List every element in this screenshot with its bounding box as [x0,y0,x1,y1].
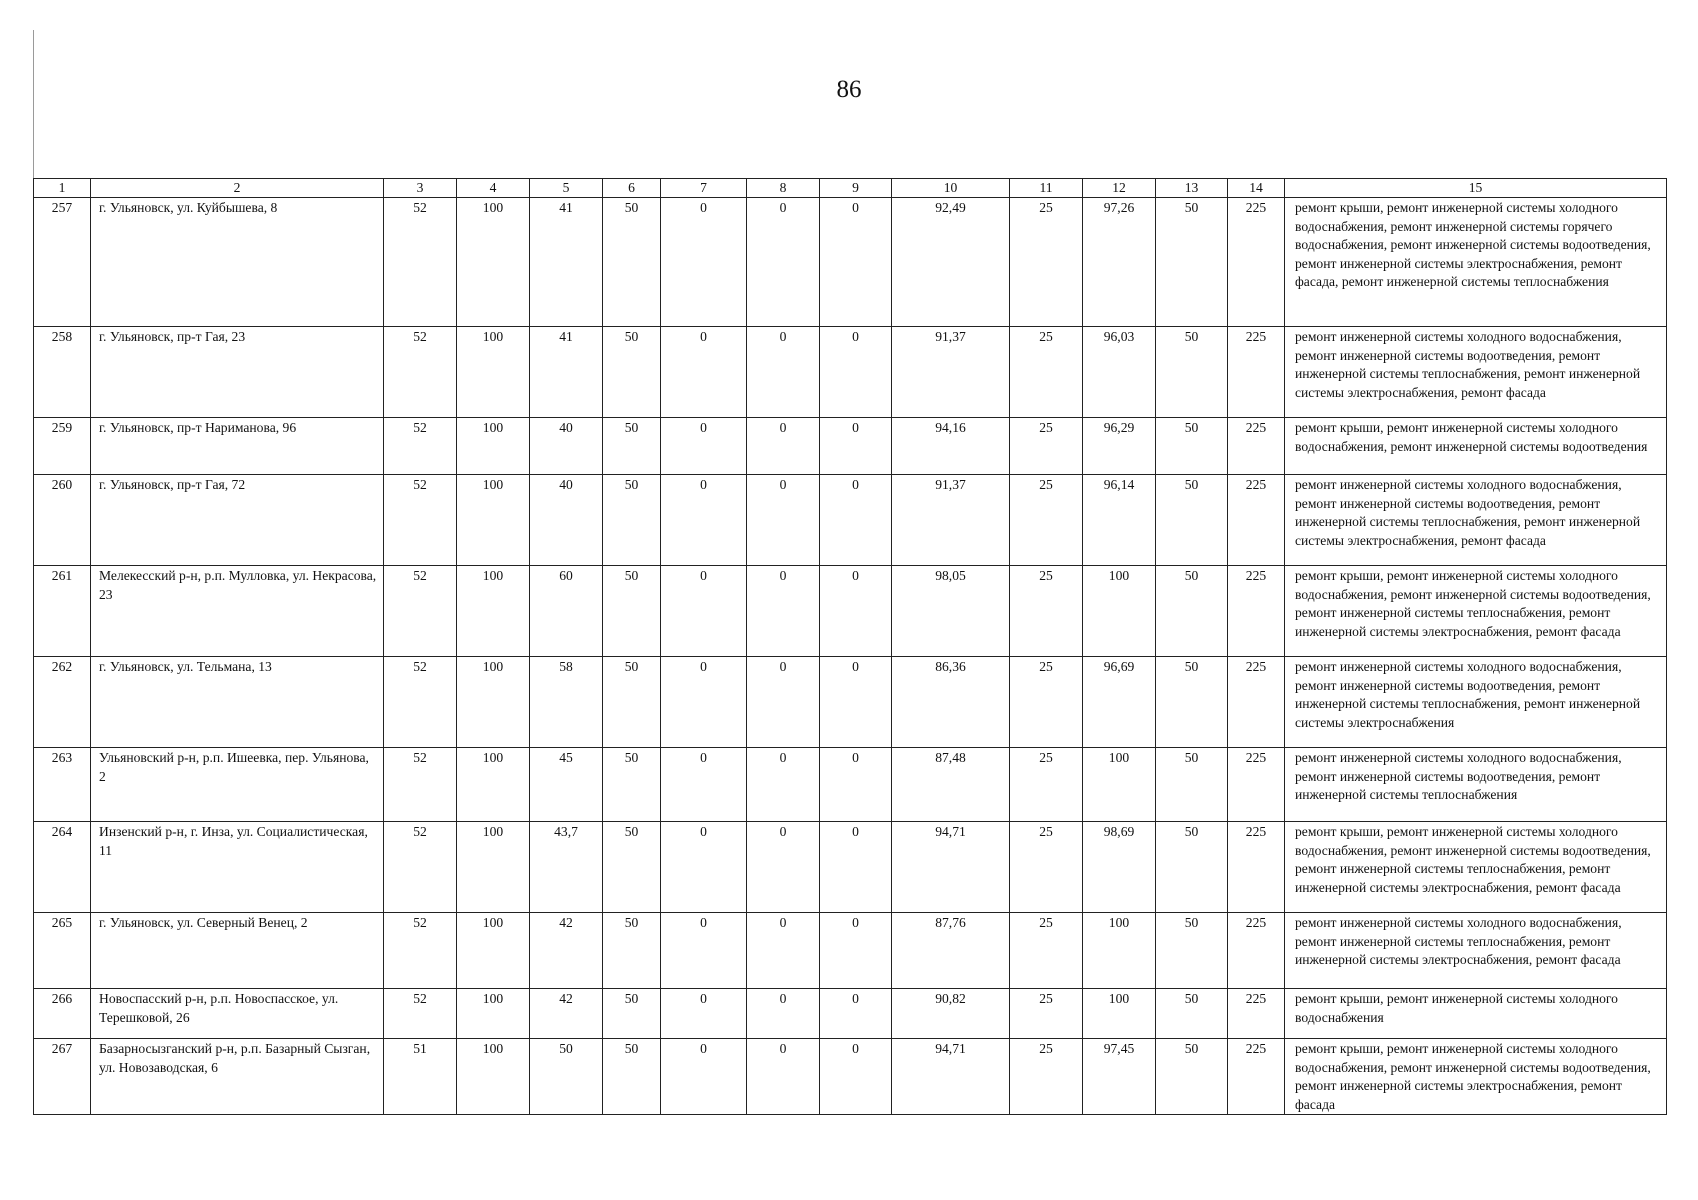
col8-cell: 0 [747,1039,820,1115]
col14-cell: 225 [1228,418,1285,475]
col12-cell: 100 [1083,989,1156,1039]
address-cell: г. Ульяновск, ул. Тельмана, 13 [91,657,384,748]
col6-cell: 50 [603,327,661,418]
col7-cell: 0 [661,566,747,657]
col13-cell: 50 [1156,748,1228,822]
col12-cell: 96,29 [1083,418,1156,475]
table-row [34,1039,1667,1115]
col4-cell: 100 [457,657,530,748]
col4-cell: 100 [457,198,530,327]
col6-cell: 50 [603,566,661,657]
col3-cell: 52 [384,657,457,748]
row-number: 267 [34,1039,91,1115]
col9-cell: 0 [820,327,892,418]
works-cell: ремонт инженерной системы холодного водоснабжения, ремонт инженерной системы водоотведения, ремонт инженерной системы теплоснабжения, ремонт инженерной системы электроснабжения, ремонт фасада [1285,475,1667,566]
works-cell: ремонт крыши, ремонт инженерной системы холодного водоснабжения, ремонт инженерной системы водоотведения [1285,418,1667,475]
column-header-3: 3 [384,179,457,198]
col5-cell: 42 [530,913,603,989]
row-number: 265 [34,913,91,989]
table-row [34,748,1667,822]
col14-cell: 225 [1228,748,1285,822]
col12-cell: 98,69 [1083,822,1156,913]
address-cell: г. Ульяновск, ул. Северный Венец, 2 [91,913,384,989]
col13-cell: 50 [1156,1039,1228,1115]
col4-cell: 100 [457,822,530,913]
col6-cell: 50 [603,657,661,748]
col8-cell: 0 [747,989,820,1039]
col4-cell: 100 [457,327,530,418]
col11-cell: 25 [1010,418,1083,475]
col10-cell: 91,37 [892,475,1010,566]
col10-cell: 92,49 [892,198,1010,327]
table-row [34,198,1667,327]
col12-cell: 100 [1083,913,1156,989]
col12-cell: 100 [1083,748,1156,822]
col11-cell: 25 [1010,327,1083,418]
row-number: 258 [34,327,91,418]
col6-cell: 50 [603,1039,661,1115]
col5-cell: 45 [530,748,603,822]
col3-cell: 52 [384,989,457,1039]
address-cell: г. Ульяновск, пр-т Гая, 23 [91,327,384,418]
col9-cell: 0 [820,989,892,1039]
column-header-8: 8 [747,179,820,198]
col13-cell: 50 [1156,418,1228,475]
col5-cell: 43,7 [530,822,603,913]
col12-cell: 96,14 [1083,475,1156,566]
works-table [33,178,1667,1115]
address-cell: Новоспасский р-н, р.п. Новоспасское, ул. Терешковой, 26 [91,989,384,1039]
col3-cell: 52 [384,475,457,566]
column-header-5: 5 [530,179,603,198]
col7-cell: 0 [661,198,747,327]
row-number: 259 [34,418,91,475]
col3-cell: 52 [384,913,457,989]
col11-cell: 25 [1010,989,1083,1039]
col14-cell: 225 [1228,989,1285,1039]
col5-cell: 50 [530,1039,603,1115]
col6-cell: 50 [603,748,661,822]
col10-cell: 94,71 [892,1039,1010,1115]
col4-cell: 100 [457,913,530,989]
col8-cell: 0 [747,475,820,566]
col11-cell: 25 [1010,748,1083,822]
col14-cell: 225 [1228,566,1285,657]
works-cell: ремонт крыши, ремонт инженерной системы холодного водоснабжения, ремонт инженерной системы водоотведения, ремонт инженерной системы электроснабжения, ремонт фасада [1285,1039,1667,1115]
col13-cell: 50 [1156,198,1228,327]
col7-cell: 0 [661,913,747,989]
table-row [34,657,1667,748]
col13-cell: 50 [1156,822,1228,913]
address-cell: г. Ульяновск, ул. Куйбышева, 8 [91,198,384,327]
col8-cell: 0 [747,822,820,913]
col6-cell: 50 [603,198,661,327]
address-cell: Инзенский р-н, г. Инза, ул. Социалистическая, 11 [91,822,384,913]
col11-cell: 25 [1010,475,1083,566]
works-cell: ремонт инженерной системы холодного водоснабжения, ремонт инженерной системы водоотведения, ремонт инженерной системы теплоснабжения, ремонт инженерной системы электроснабжения [1285,657,1667,748]
col13-cell: 50 [1156,989,1228,1039]
row-number: 257 [34,198,91,327]
works-cell: ремонт крыши, ремонт инженерной системы холодного водоснабжения, ремонт инженерной системы водоотведения, ремонт инженерной системы теплоснабжения, ремонт инженерной системы электроснабжения, ремонт фасада [1285,566,1667,657]
col4-cell: 100 [457,475,530,566]
table-row [34,475,1667,566]
col7-cell: 0 [661,748,747,822]
col7-cell: 0 [661,418,747,475]
col13-cell: 50 [1156,913,1228,989]
col4-cell: 100 [457,989,530,1039]
col6-cell: 50 [603,418,661,475]
address-cell: г. Ульяновск, пр-т Гая, 72 [91,475,384,566]
col3-cell: 52 [384,418,457,475]
col3-cell: 52 [384,822,457,913]
col12-cell: 97,45 [1083,1039,1156,1115]
table-row [34,566,1667,657]
col5-cell: 42 [530,989,603,1039]
col8-cell: 0 [747,418,820,475]
col14-cell: 225 [1228,475,1285,566]
column-header-15: 15 [1285,179,1667,198]
col9-cell: 0 [820,657,892,748]
column-header-7: 7 [661,179,747,198]
col8-cell: 0 [747,327,820,418]
col3-cell: 51 [384,1039,457,1115]
table-row [34,327,1667,418]
col10-cell: 87,48 [892,748,1010,822]
col5-cell: 60 [530,566,603,657]
row-number: 264 [34,822,91,913]
col5-cell: 41 [530,327,603,418]
column-header-10: 10 [892,179,1010,198]
col9-cell: 0 [820,566,892,657]
col10-cell: 94,71 [892,822,1010,913]
address-cell: Мелекесский р-н, р.п. Мулловка, ул. Некрасова, 23 [91,566,384,657]
col8-cell: 0 [747,657,820,748]
column-header-4: 4 [457,179,530,198]
left-margin-line [33,30,34,180]
col13-cell: 50 [1156,327,1228,418]
column-header-1: 1 [34,179,91,198]
col8-cell: 0 [747,566,820,657]
column-header-12: 12 [1083,179,1156,198]
col9-cell: 0 [820,475,892,566]
col11-cell: 25 [1010,1039,1083,1115]
col8-cell: 0 [747,748,820,822]
col12-cell: 97,26 [1083,198,1156,327]
table-row [34,913,1667,989]
col12-cell: 100 [1083,566,1156,657]
col9-cell: 0 [820,198,892,327]
col6-cell: 50 [603,989,661,1039]
row-number: 261 [34,566,91,657]
col10-cell: 90,82 [892,989,1010,1039]
col3-cell: 52 [384,748,457,822]
col4-cell: 100 [457,418,530,475]
col6-cell: 50 [603,475,661,566]
col5-cell: 40 [530,475,603,566]
col11-cell: 25 [1010,198,1083,327]
col7-cell: 0 [661,989,747,1039]
col10-cell: 94,16 [892,418,1010,475]
col13-cell: 50 [1156,566,1228,657]
col12-cell: 96,69 [1083,657,1156,748]
col14-cell: 225 [1228,327,1285,418]
col9-cell: 0 [820,748,892,822]
col11-cell: 25 [1010,913,1083,989]
col11-cell: 25 [1010,657,1083,748]
col13-cell: 50 [1156,657,1228,748]
col11-cell: 25 [1010,822,1083,913]
col7-cell: 0 [661,475,747,566]
row-number: 262 [34,657,91,748]
column-header-2: 2 [91,179,384,198]
col5-cell: 58 [530,657,603,748]
works-cell: ремонт крыши, ремонт инженерной системы холодного водоснабжения, ремонт инженерной системы горячего водоснабжения, ремонт инженерной системы водоотведения, ремонт инженерной системы электроснабжения, ремонт фасада, ремонт инженерной системы теплоснабжения [1285,198,1667,327]
col12-cell: 96,03 [1083,327,1156,418]
table-row [34,989,1667,1039]
col7-cell: 0 [661,822,747,913]
col14-cell: 225 [1228,198,1285,327]
row-number: 263 [34,748,91,822]
col14-cell: 225 [1228,913,1285,989]
works-cell: ремонт крыши, ремонт инженерной системы холодного водоснабжения, ремонт инженерной системы водоотведения, ремонт инженерной системы теплоснабжения, ремонт инженерной системы электроснабжения, ремонт фасада [1285,822,1667,913]
col4-cell: 100 [457,566,530,657]
col14-cell: 225 [1228,822,1285,913]
col4-cell: 100 [457,748,530,822]
col3-cell: 52 [384,327,457,418]
table-row [34,418,1667,475]
col13-cell: 50 [1156,475,1228,566]
col7-cell: 0 [661,1039,747,1115]
table-header-row [34,179,1667,198]
address-cell: Ульяновский р-н, р.п. Ишеевка, пер. Ульянова, 2 [91,748,384,822]
works-cell: ремонт инженерной системы холодного водоснабжения, ремонт инженерной системы водоотведения, ремонт инженерной системы теплоснабжения, ремонт инженерной системы электроснабжения, ремонт фасада [1285,327,1667,418]
column-header-14: 14 [1228,179,1285,198]
col14-cell: 225 [1228,1039,1285,1115]
col9-cell: 0 [820,418,892,475]
col11-cell: 25 [1010,566,1083,657]
col4-cell: 100 [457,1039,530,1115]
table-row [34,822,1667,913]
col9-cell: 0 [820,913,892,989]
col10-cell: 87,76 [892,913,1010,989]
col10-cell: 86,36 [892,657,1010,748]
col10-cell: 91,37 [892,327,1010,418]
row-number: 266 [34,989,91,1039]
col3-cell: 52 [384,198,457,327]
col3-cell: 52 [384,566,457,657]
address-cell: г. Ульяновск, пр-т Нариманова, 96 [91,418,384,475]
column-header-9: 9 [820,179,892,198]
works-cell: ремонт инженерной системы холодного водоснабжения, ремонт инженерной системы теплоснабжения, ремонт инженерной системы электроснабжения, ремонт фасада [1285,913,1667,989]
works-cell: ремонт инженерной системы холодного водоснабжения, ремонт инженерной системы водоотведения, ремонт инженерной системы теплоснабжения [1285,748,1667,822]
col6-cell: 50 [603,822,661,913]
row-number: 260 [34,475,91,566]
col9-cell: 0 [820,822,892,913]
column-header-13: 13 [1156,179,1228,198]
col8-cell: 0 [747,913,820,989]
col6-cell: 50 [603,913,661,989]
address-cell: Базарносызганский р-н, р.п. Базарный Сызган, ул. Новозаводская, 6 [91,1039,384,1115]
col8-cell: 0 [747,198,820,327]
page-number: 86 [836,76,862,103]
col10-cell: 98,05 [892,566,1010,657]
col14-cell: 225 [1228,657,1285,748]
col7-cell: 0 [661,657,747,748]
column-header-6: 6 [603,179,661,198]
col7-cell: 0 [661,327,747,418]
works-cell: ремонт крыши, ремонт инженерной системы холодного водоснабжения [1285,989,1667,1039]
col5-cell: 40 [530,418,603,475]
column-header-11: 11 [1010,179,1083,198]
col5-cell: 41 [530,198,603,327]
col9-cell: 0 [820,1039,892,1115]
